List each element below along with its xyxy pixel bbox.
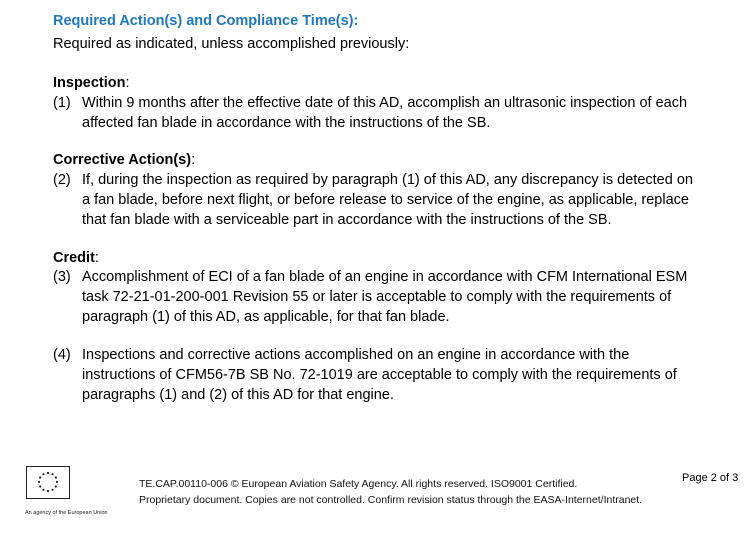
eu-stars-icon xyxy=(27,467,69,498)
item-1-line-2: affected fan blade in accordance with the instructions of the SB. xyxy=(82,115,491,131)
item-4-number: (4) xyxy=(53,347,71,363)
corrective-heading xyxy=(53,150,195,170)
footer-disclaimer: Proprietary document. Copies are not controlled. Confirm revision status through the EASA-Internet/Intranet. xyxy=(139,494,643,506)
agency-caption: An agency of the European Union xyxy=(25,510,108,516)
inspection-heading xyxy=(53,73,130,93)
item-4-line-2: instructions of CFM56-7B SB No. 72-1019 are acceptable to comply with the requirements of xyxy=(82,367,677,383)
item-3-line-2: task 72-21-01-200-001 Revision 55 or later is acceptable to comply with the requirements of xyxy=(82,289,672,305)
item-1-line-1: Within 9 months after the effective date of this AD, accomplish an ultrasonic inspection of each xyxy=(82,95,688,111)
item-1-number: (1) xyxy=(53,95,71,111)
item-2-line-2: a fan blade, before next flight, or before release to service of the engine, as applicable, replace xyxy=(82,192,689,208)
item-3-line-3: paragraph (1) of this AD, as applicable, for that fan blade. xyxy=(82,309,450,325)
credit-heading-colon: : xyxy=(94,250,99,266)
section-title: Required Action(s) and Compliance Time(s): xyxy=(53,13,359,29)
credit-heading xyxy=(53,248,99,268)
item-2-line-1: If, during the inspection as required by paragraph (1) of this AD, any discrepancy is detected on xyxy=(82,172,693,188)
item-4-line-1: Inspections and corrective actions accomplished on an engine in accordance with the xyxy=(82,347,630,363)
intro-text: Required as indicated, unless accomplished previously: xyxy=(53,36,410,52)
page-number: Page 2 of 3 xyxy=(682,472,739,484)
corrective-heading-label: Corrective Action(s) xyxy=(53,152,192,168)
item-2-number: (2) xyxy=(53,172,71,188)
item-2-line-3: that fan blade with a serviceable part in accordance with the instructions of the SB. xyxy=(82,212,612,228)
inspection-heading-label: Inspection xyxy=(53,75,126,91)
item-3-line-1: Accomplishment of ECI of a fan blade of an engine in accordance with CFM International ESM xyxy=(82,269,688,285)
corrective-heading-colon: : xyxy=(191,152,196,168)
inspection-heading-colon: : xyxy=(125,75,130,91)
footer-copyright: TE.CAP.00110-006 © European Aviation Safety Agency. All rights reserved. ISO9001 Certified. xyxy=(139,478,578,490)
credit-heading-label: Credit xyxy=(53,250,95,266)
item-4-line-3: paragraphs (1) and (2) of this AD for that engine. xyxy=(82,387,394,403)
eu-flag-icon xyxy=(26,466,70,499)
item-3-number: (3) xyxy=(53,269,71,285)
